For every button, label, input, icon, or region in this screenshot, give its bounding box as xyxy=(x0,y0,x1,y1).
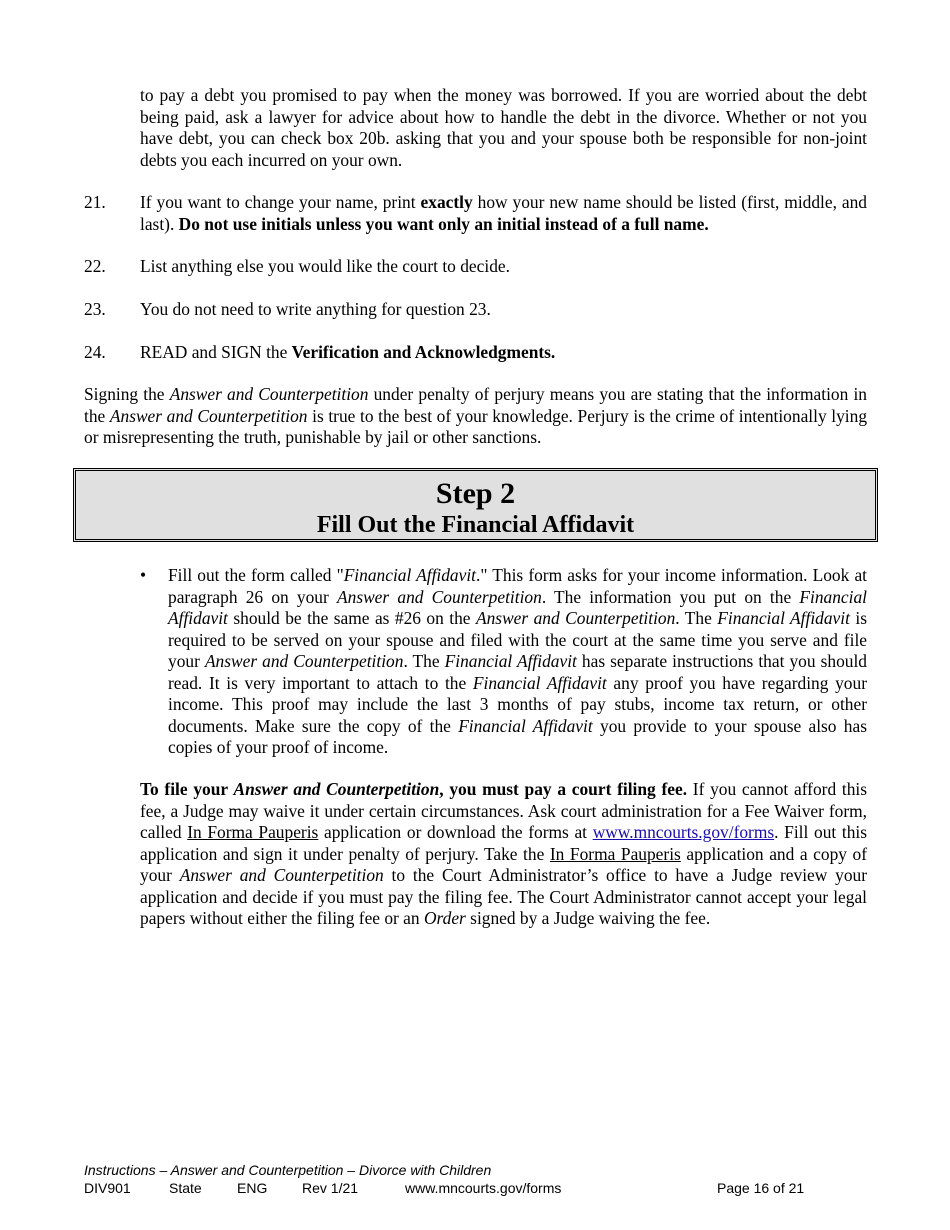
item-text xyxy=(140,192,867,235)
footer-title: Instructions – Answer and Counterpetition – Divorce with Children xyxy=(84,1162,492,1178)
italic-run: Answer and Counterpetition xyxy=(169,384,369,404)
item-number: 21. xyxy=(84,192,106,212)
step-title: Step 2 xyxy=(435,477,516,510)
item-text-part: READ and SIGN the xyxy=(140,342,292,362)
italic-run: Answer and Counterpetition xyxy=(475,608,676,628)
signing-paragraph xyxy=(84,384,867,449)
item-bold-part: Do not use initials unless you want only an initial instead of a full name. xyxy=(178,213,709,234)
italic-run: Answer and Counterpetition xyxy=(179,865,384,885)
form-state: State xyxy=(169,1180,202,1196)
text-run: has separate instructions that you should read. It is very important to attach to the xyxy=(168,651,867,693)
text-run: any proof you have regarding your income. This proof may include the last 3 months of pay stubs, income tax return, or other documents. Make sure the copy of the xyxy=(168,672,867,736)
step-subtitle: Fill Out the Financial Affidavit xyxy=(316,512,635,538)
item-number: 23. xyxy=(84,299,106,319)
bullet-text xyxy=(168,565,867,759)
form-code: DIV901 xyxy=(84,1180,131,1196)
text-run: should be the same as #26 on the xyxy=(227,608,476,628)
item-bold-part: Verification and Acknowledgments. xyxy=(291,342,556,362)
text-run: . The information you put on the xyxy=(541,586,800,607)
bullet-icon: • xyxy=(140,565,147,585)
italic-run: Financial Affidavit xyxy=(458,715,593,736)
text-run: is required to be served on your spouse and filed with the court at the same time you serve and file your xyxy=(168,608,867,671)
text-run: . The xyxy=(403,651,445,671)
item-text-part: how your new name should be listed (first, middle, and last). xyxy=(140,192,867,234)
underlined-run: In Forma Pauperis xyxy=(187,822,319,842)
text-run: you provide to your spouse also has copies of your proof of income. xyxy=(168,715,867,757)
text-run: signed by a Judge waiving the fee. xyxy=(465,908,711,928)
item-text xyxy=(140,342,867,364)
text-run: under penalty of perjury means you are stating that the information in the xyxy=(84,384,867,426)
item-text: You do not need to write anything for question 23. xyxy=(140,299,491,319)
italic-run: Financial Affidavit xyxy=(717,608,850,628)
italic-run: Answer and Counterpetition xyxy=(204,651,404,671)
italic-run: Order xyxy=(423,908,466,928)
bold-run: , you must pay a court filing fee. xyxy=(439,779,688,799)
text-run: application or download the forms at xyxy=(318,822,593,842)
footer-info-row xyxy=(84,1180,844,1197)
page-number: Page 16 of 21 xyxy=(717,1180,805,1196)
italic-run: Financial Affidavit xyxy=(343,565,477,585)
intro-paragraph: to pay a debt you promised to pay when the money was borrowed. If you are worried about the debt being paid, ask a lawyer for advice about how to handle the debt in the divorce. Whether or not you have debt, you can check box 20b. asking that you and your spouse both be responsible for non-joint debts you each incurred on your own. xyxy=(140,85,867,170)
footer-url: www.mncourts.gov/forms xyxy=(405,1180,562,1196)
step-heading-box xyxy=(73,468,878,542)
bold-run: To file your xyxy=(140,779,234,799)
italic-run: Financial Affidavit xyxy=(444,651,577,671)
form-language: ENG xyxy=(237,1180,268,1196)
italic-run: Answer and Counterpetition xyxy=(337,586,542,607)
item-text: List anything else you would like the court to decide. xyxy=(140,256,510,276)
text-run: is true to the best of your knowledge. Perjury is the crime of intentionally lying or misrepresenting the truth, punishable by jail or other sanctions. xyxy=(84,405,868,447)
text-run: to the Court Administrator’s office to have a Judge review your application and decide if you must pay the filing fee. The Court Administrator cannot accept your legal papers without either the filing fee or an xyxy=(140,865,867,928)
filing-fee-paragraph xyxy=(140,779,867,930)
text-run: Fill out the form called " xyxy=(168,565,344,585)
mncourts-forms-link[interactable]: www.mncourts.gov/forms xyxy=(592,822,775,842)
italic-run: Financial Affidavit xyxy=(472,672,607,693)
text-run: ." This form asks for your income information. Look at paragraph 26 on your xyxy=(168,565,867,607)
text-run: application and a copy of your xyxy=(140,843,868,885)
form-revision: Rev 1/21 xyxy=(302,1180,359,1196)
underlined-run: In Forma Pauperis xyxy=(549,843,681,864)
item-text-part: If you want to change your name, print xyxy=(140,192,421,212)
text-run: Signing the xyxy=(84,384,170,404)
text-run: If you cannot afford this fee, a Judge may waive it under certain circumstances. Ask court administration for a Fee Waiver form, called xyxy=(140,779,867,842)
item-bold-part: exactly xyxy=(420,192,473,212)
italic-run: Financial Affidavit xyxy=(168,586,867,628)
italic-run: Answer and Counterpetition xyxy=(109,405,308,426)
text-run: . The xyxy=(675,608,718,628)
item-number: 22. xyxy=(84,256,106,276)
text-run: . Fill out this application and sign it under penalty of perjury. Take the xyxy=(140,822,868,864)
item-number: 24. xyxy=(84,342,106,362)
bold-italic-run: Answer and Counterpetition xyxy=(233,779,440,799)
